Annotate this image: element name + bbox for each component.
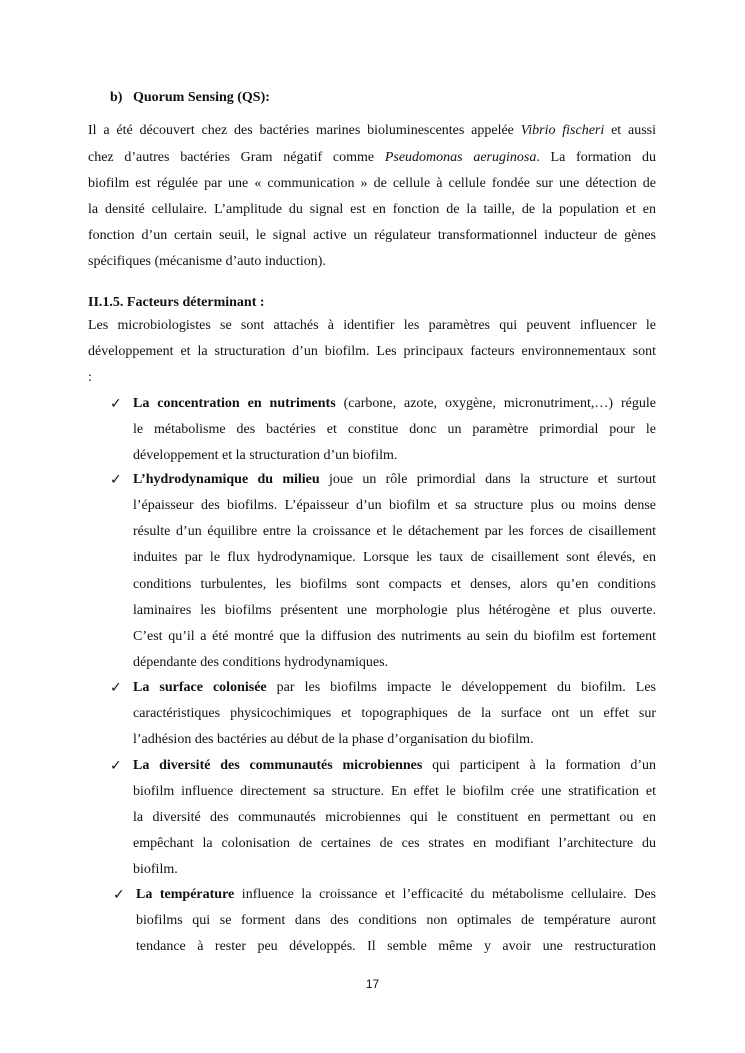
paragraph-line: fonction d’un certain seuil, le signal active un régulateur transformationnel inducteur de gènes [88, 228, 656, 243]
page-number: 17 [365, 977, 380, 991]
text-run: joue un rôle primordial dans la structure et surtout [319, 472, 656, 487]
text-run: chez d’autres bactéries Gram négatif comme [88, 150, 385, 165]
checkmark-icon: ✓ [110, 758, 122, 774]
paragraph-line [88, 122, 656, 140]
bullet-line: laminaires les biofilms présentent une morphologie plus hétérogène et plus ouverte. [133, 603, 656, 618]
bullet-line [133, 679, 656, 697]
text-run: . La formation du [536, 150, 656, 165]
section-heading: Quorum Sensing (QS): [133, 90, 270, 105]
text-run: Il a été découvert chez des bactéries marines bioluminescentes appelée [88, 123, 521, 138]
bullet-term: La température [136, 887, 235, 902]
bullet-line: dépendante des conditions hydrodynamiques. [133, 655, 389, 670]
paragraph-line: biofilm est régulée par une « communication » de cellule à cellule fondée sur une détection de [88, 176, 656, 191]
species-name: Vibrio fischeri [520, 123, 605, 138]
paragraph-line [88, 149, 656, 167]
bullet-term: La surface colonisée [133, 680, 267, 695]
checkmark-icon: ✓ [110, 680, 122, 696]
bullet-line: biofilm. [133, 862, 178, 877]
text-run: influence la croissance et l’efficacité du métabolisme cellulaire. Des [234, 887, 657, 902]
text-run: (carbone, azote, oxygène, micronutriment,…) régule [335, 396, 656, 411]
bullet-line: l’adhésion des bactéries au début de la phase d’organisation du biofilm. [133, 732, 534, 747]
bullet-line: développement et la structuration d’un biofilm. [133, 448, 398, 463]
paragraph-line: la densité cellulaire. L’amplitude du signal est en fonction de la taille, de la population et en [88, 202, 656, 217]
text-run: et aussi [604, 123, 656, 138]
bullet-line [133, 395, 656, 413]
text-run: par les biofilms impacte le développement du biofilm. Les [266, 680, 656, 695]
bullet-line: l’épaisseur des biofilms. L’épaisseur d’un biofilm et sa structure plus ou moins dense [133, 498, 656, 513]
bullet-line: empêchant la colonisation de certaines de ces strates en modifiant l’architecture du [133, 836, 656, 851]
species-name: Pseudomonas aeruginosa [384, 150, 537, 165]
text-run: qui participent à la formation d’un [422, 758, 656, 773]
bullet-term: La concentration en nutriments [133, 396, 336, 411]
bullet-line [133, 471, 656, 489]
paragraph-line: spécifiques (mécanisme d’auto induction). [88, 254, 326, 269]
checkmark-icon: ✓ [113, 887, 125, 903]
bullet-line: résulte d’un équilibre entre la croissance et le détachement par les forces de cisaillement [133, 524, 656, 539]
section-heading: II.1.5. Facteurs déterminant : [88, 295, 265, 310]
bullet-line: conditions turbulentes, les biofilms sont compacts et denses, alors qu’en conditions [133, 577, 656, 592]
paragraph-line: Les microbiologistes se sont attachés à identifier les paramètres qui peuvent influencer le [88, 318, 656, 333]
bullet-term: La diversité des communautés microbiennes [133, 758, 423, 773]
bullet-line: le métabolisme des bactéries et constitue donc un paramètre primordial pour le [133, 422, 656, 437]
bullet-line: biofilm influence directement sa structure. En effet le biofilm crée une stratification et [133, 784, 656, 799]
bullet-line: caractéristiques physicochimiques et topographiques de la surface ont un effet sur [133, 706, 656, 721]
bullet-line: biofilms qui se forment dans des conditions non optimales de température auront [136, 913, 656, 928]
paragraph-line: développement et la structuration d’un biofilm. Les principaux facteurs environnementaux sont [88, 344, 656, 359]
bullet-line: C’est qu’il a été montré que la diffusion des nutriments au sein du biofilm est fortement [133, 629, 656, 644]
bullet-line [133, 757, 656, 775]
bullet-line: tendance à rester peu développés. Il semble même y avoir une restructuration [136, 939, 656, 954]
paragraph-line: : [88, 370, 92, 385]
checkmark-icon: ✓ [110, 472, 122, 488]
bullet-line: la diversité des communautés microbiennes qui le constituent en permettant ou en [133, 810, 656, 825]
section-marker: b) [110, 90, 123, 105]
bullet-line [136, 886, 656, 904]
bullet-term: L’hydrodynamique du milieu [133, 472, 320, 487]
checkmark-icon: ✓ [110, 396, 122, 412]
bullet-line: induites par le flux hydrodynamique. Lorsque les taux de cisaillement sont élevés, en [133, 550, 656, 565]
